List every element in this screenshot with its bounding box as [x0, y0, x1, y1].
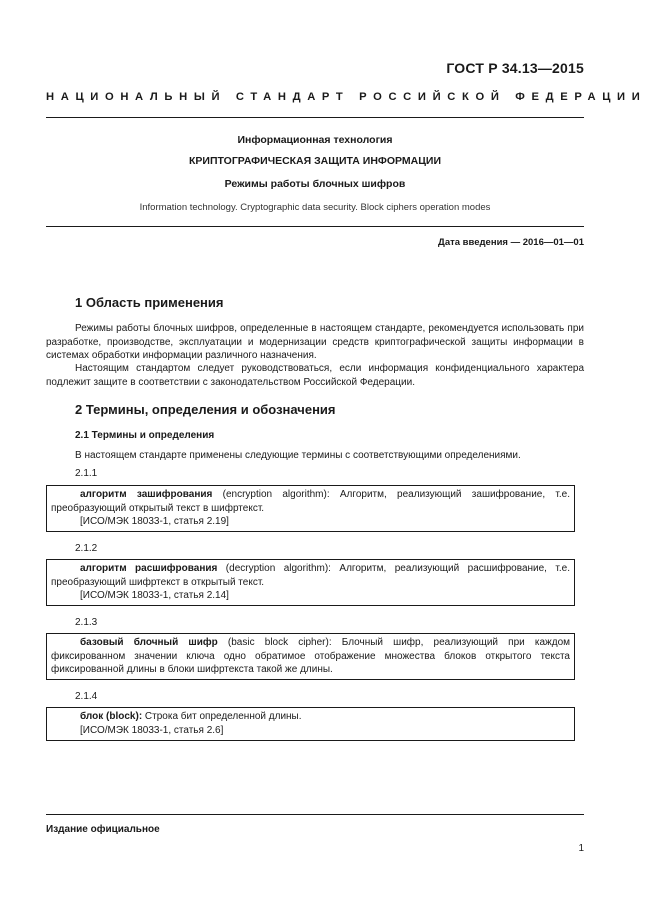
national-standard-banner: НАЦИОНАЛЬНЫЙ СТАНДАРТ РОССИЙСКОЙ ФЕДЕРАЦИИ — [46, 91, 646, 103]
term-text: (basic block cipher): Блочный шифр, реализующий при каждом фиксированном значении ключа одно обратимое отображение множества блоков открытого текста фиксированной длины в блоки шифртекста такой же длины. — [51, 637, 571, 676]
document-number: ГОСТ Р 34.13—2015 — [446, 60, 584, 76]
term-number: 2.1.3 — [75, 617, 98, 628]
term-definition — [51, 710, 570, 724]
term-definition — [51, 488, 570, 515]
english-title: Information technology. Cryptographic data security. Block ciphers operation modes — [139, 202, 491, 213]
title-line-3: Режимы работы блочных шифров — [224, 178, 406, 190]
term-number: 2.1.2 — [75, 543, 98, 554]
title-line-1: Информационная технология — [237, 134, 393, 146]
term-text: (decryption algorithm): Алгоритм, реализующий расшифрование, т.е. преобразующий шифртекст в открытый текст. — [51, 563, 570, 588]
introduction-date: Дата введения — 2016—01—01 — [438, 237, 584, 248]
top-divider — [46, 117, 584, 118]
official-edition-label: Издание официальное — [46, 824, 160, 835]
section-2-heading: 2 Термины, определения и обозначения — [75, 402, 336, 417]
section-1-heading: 1 Область применения — [75, 295, 224, 310]
term-number: 2.1.1 — [75, 468, 98, 479]
section-1-paragraph-1: Режимы работы блочных шифров, определенные в настоящем стандарте, рекомендуется использовать при разработке, производстве, эксплуатации и модернизации средств криптографической защиты информации в системах обработки информации различного назначения. — [46, 323, 584, 362]
term-box-block — [46, 707, 575, 741]
section-1-paragraph-2: Настоящим стандартом следует руководствоваться, если информация конфиденциального характера подлежит защите в соответствии с законодательством Российской Федерации. — [46, 363, 584, 388]
term-reference: [ИСО/МЭК 18033-1, статья 2.6] — [80, 724, 224, 736]
page-number: 1 — [578, 843, 584, 854]
term-reference: [ИСО/МЭК 18033-1, статья 2.19] — [80, 516, 229, 528]
term-text: (encryption algorithm): Алгоритм, реализующий зашифрование, т.е. преобразующий открытый текст в шифртекст. — [51, 489, 570, 514]
term-definition — [51, 562, 570, 589]
term-name: базовый блочный шифр — [80, 637, 218, 648]
term-definition — [51, 636, 570, 677]
footer-divider — [46, 814, 584, 815]
title-line-2: КРИПТОГРАФИЧЕСКАЯ ЗАЩИТА ИНФОРМАЦИИ — [189, 155, 441, 167]
term-box-encryption-algorithm — [46, 485, 575, 532]
term-name: алгоритм зашифрования — [80, 489, 213, 500]
title-divider — [46, 226, 584, 227]
term-number: 2.1.4 — [75, 691, 98, 702]
term-text: Строка бит определенной длины. — [142, 711, 302, 722]
section-2-1-heading: 2.1 Термины и определения — [75, 430, 215, 441]
term-box-basic-block-cipher — [46, 633, 575, 680]
term-name: блок (block): — [80, 711, 143, 722]
term-box-decryption-algorithm — [46, 559, 575, 606]
term-reference: [ИСО/МЭК 18033-1, статья 2.14] — [80, 590, 229, 602]
section-2-intro: В настоящем стандарте применены следующие термины с соответствующими определениями. — [75, 450, 521, 461]
term-name: алгоритм расшифрования — [80, 563, 218, 574]
